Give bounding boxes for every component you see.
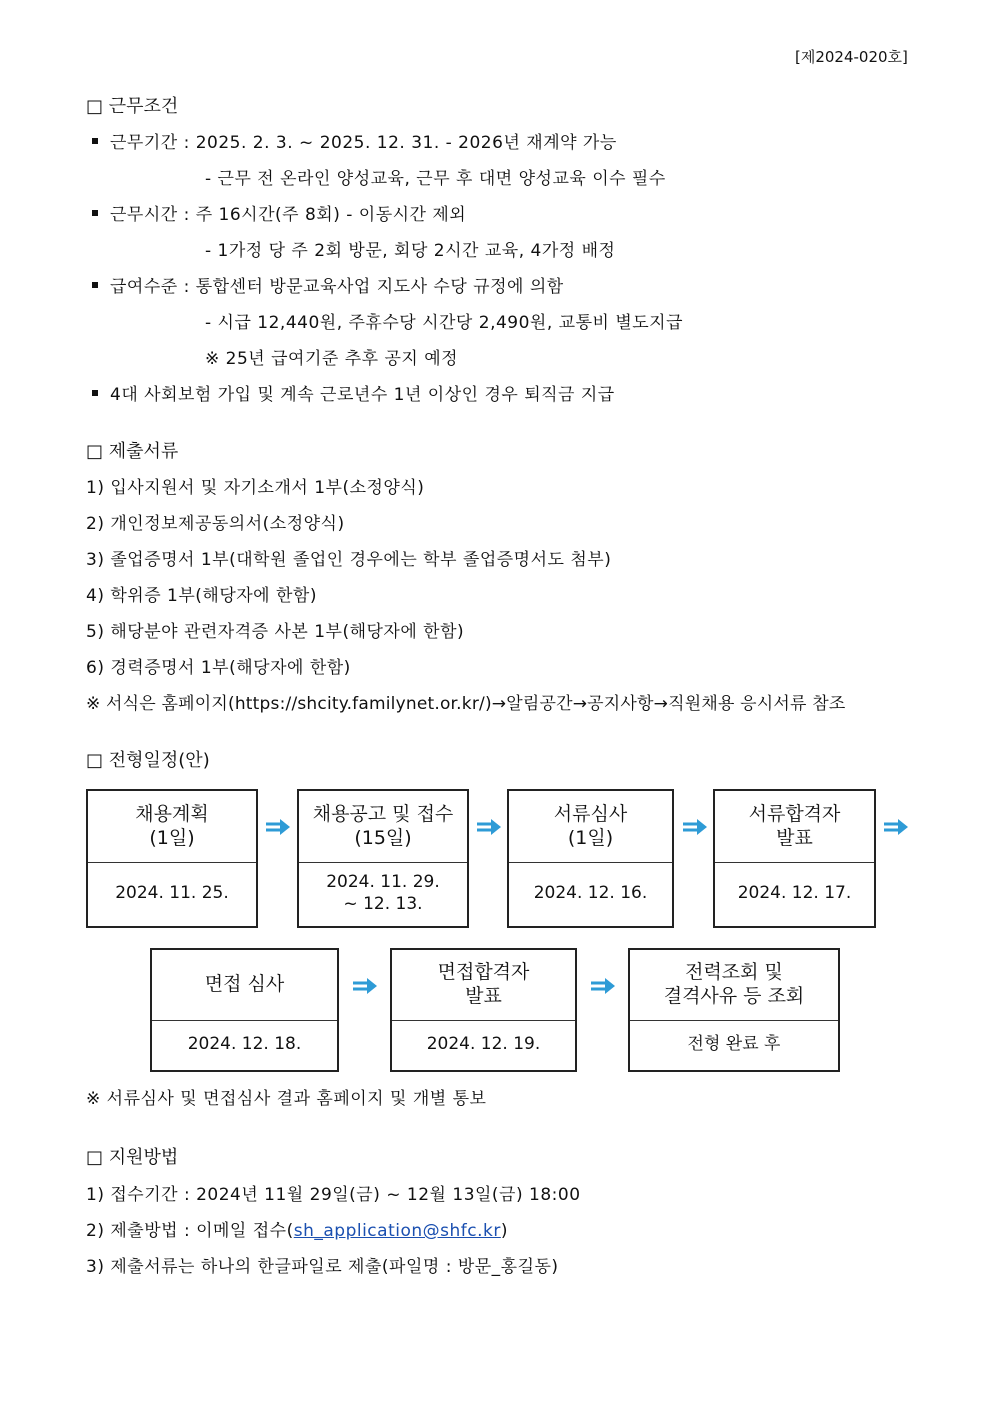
apply-method-close: ) [500,1221,508,1241]
work-period-item [92,128,617,153]
double-arrow-right-icon [476,818,502,836]
work-hours-item [92,200,466,225]
schedule-step-background-check [628,948,840,1072]
insurance-text: 4대 사회보험 가입 및 계속 근로년수 1년 이상인 경우 퇴직금 지급 [110,385,615,405]
schedule-note: ※ 서류심사 및 면접심사 결과 홈페이지 및 개별 통보 [86,1089,487,1109]
step-date: 2024. 11. 25. [115,882,229,903]
work-hours-note: - 1가정 당 주 2회 방문, 회당 2시간 교육, 4가정 배정 [205,241,616,261]
apply-method-label: 2) 제출방법 : 이메일 접수( [86,1221,294,1241]
step-name: 채용계획 (1일) [88,791,256,863]
schedule-step-document-pass [713,789,876,928]
section-title-apply: □ 지원방법 [86,1147,179,1168]
work-hours-text: 근무시간 : 주 16시간(주 8회) - 이동시간 제외 [110,205,467,225]
email-link[interactable]: sh_application@shfc.kr [293,1221,501,1241]
square-bullet-icon [92,282,98,288]
step-name: 면접합격자 발표 [392,950,575,1021]
square-bullet-icon [92,390,98,396]
schedule-step-hiring-plan [86,789,258,928]
schedule-step-interview [150,948,339,1072]
salary-item [92,272,564,297]
step-date: 2024. 12. 18. [187,1033,302,1054]
square-bullet-icon [92,138,98,144]
step-date: 2024. 12. 17. [737,882,852,903]
work-period-note: - 근무 전 온라인 양성교육, 근무 후 대면 양성교육 이수 필수 [205,169,666,189]
document-item: 2) 개인정보제공동의서(소정양식) [86,514,345,534]
apply-method [86,1216,508,1241]
schedule-step-interview-pass [390,948,577,1072]
salary-note-2: ※ 25년 급여기준 추후 공지 예정 [205,349,459,369]
section-title-schedule: □ 전형일정(안) [86,750,210,771]
documents-note: ※ 서식은 홈페이지(https://shcity.familynet.or.kr/)→알림공간→공지사항→직원채용 응시서류 참조 [86,694,846,714]
square-bullet-icon [92,210,98,216]
salary-text: 급여수준 : 통합센터 방문교육사업 지도사 수당 규정에 의함 [110,277,564,297]
step-date: 전형 완료 후 [687,1033,781,1054]
section-title-work-conditions: □ 근무조건 [86,96,179,117]
document-item: 5) 해당분야 관련자격증 사본 1부(해당자에 한함) [86,622,465,642]
schedule-step-document-review [507,789,674,928]
apply-file-note: 3) 제출서류는 하나의 한글파일로 제출(파일명 : 방문_홍길동) [86,1257,559,1277]
document-number: [제2024-020호] [795,48,908,66]
step-name: 전력조회 및 결격사유 등 조회 [630,950,838,1021]
double-arrow-right-icon [590,977,616,995]
work-period-text: 근무기간 : 2025. 2. 3. ~ 2025. 12. 31. - 2026년 재계약 가능 [110,133,617,153]
apply-period: 1) 접수기간 : 2024년 11월 29일(금) ~ 12월 13일(금) 18:00 [86,1185,581,1205]
step-date: 2024. 12. 19. [426,1033,541,1054]
document-item: 3) 졸업증명서 1부(대학원 졸업인 경우에는 학부 졸업증명서도 첨부) [86,550,612,570]
step-date: 2024. 11. 29. ~ 12. 13. [326,871,440,914]
document-item: 6) 경력증명서 1부(해당자에 한함) [86,658,351,678]
insurance-item [92,380,615,405]
double-arrow-right-icon [265,818,291,836]
step-name: 면접 심사 [152,950,337,1021]
double-arrow-right-icon [352,977,378,995]
step-name: 서류심사 (1일) [509,791,672,863]
document-item: 4) 학위증 1부(해당자에 한함) [86,586,317,606]
step-date: 2024. 12. 16. [533,882,648,903]
document-item: 1) 입사지원서 및 자기소개서 1부(소정양식) [86,478,425,498]
step-name: 서류합격자 발표 [715,791,874,863]
double-arrow-right-icon [883,818,909,836]
section-title-documents: □ 제출서류 [86,441,179,462]
step-name: 채용공고 및 접수 (15일) [299,791,467,863]
salary-note-1: - 시급 12,440원, 주휴수당 시간당 2,490원, 교통비 별도지급 [205,313,684,333]
schedule-step-announcement [297,789,469,928]
double-arrow-right-icon [682,818,708,836]
